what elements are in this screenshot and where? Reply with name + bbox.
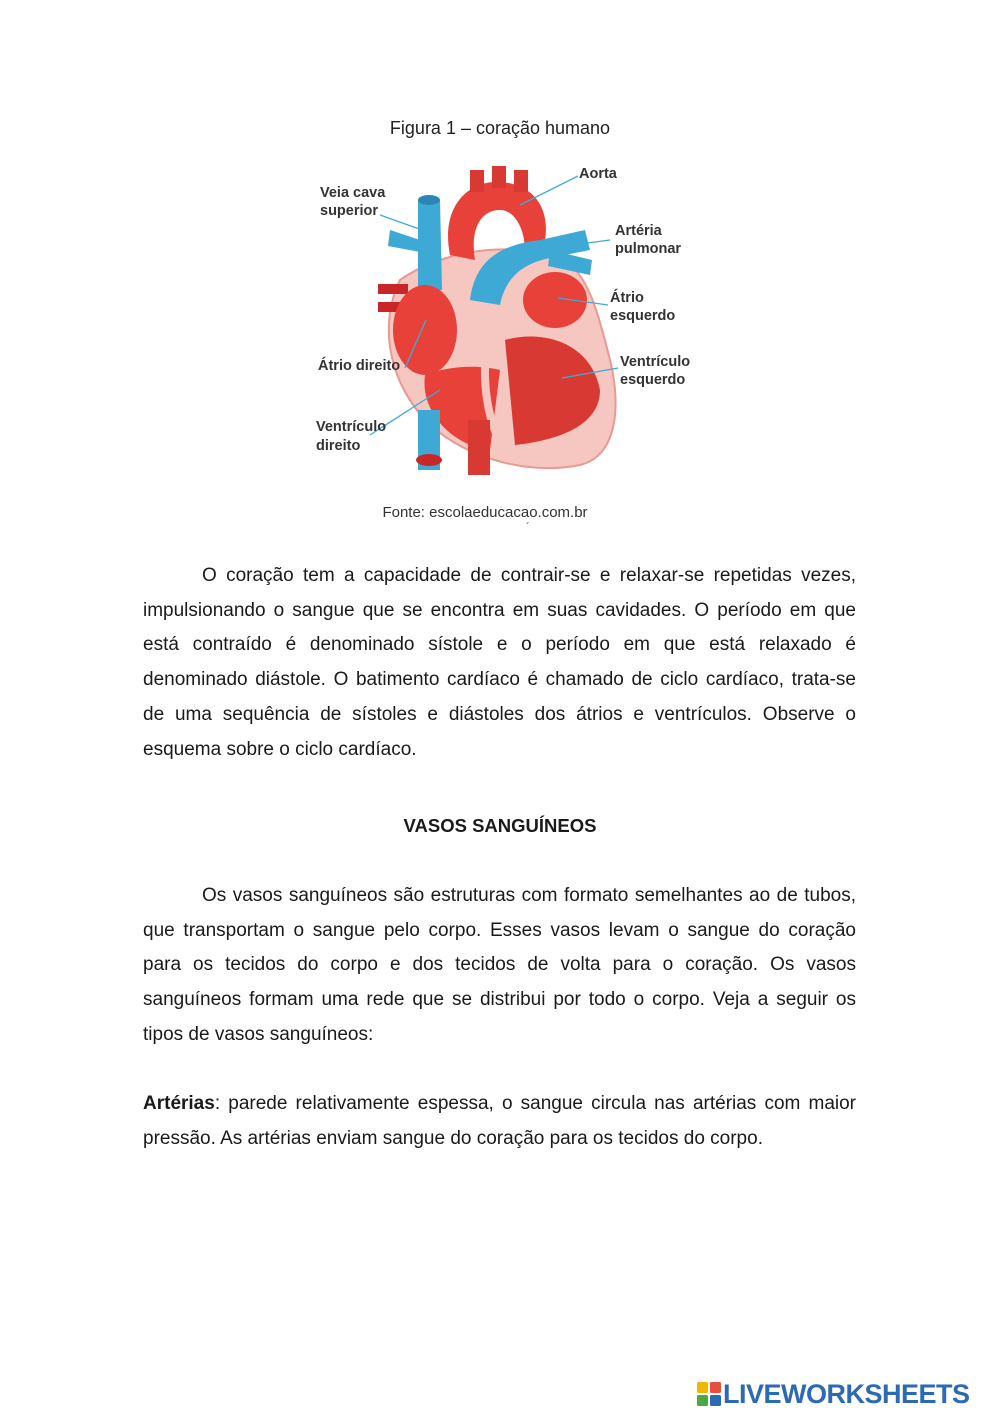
aorta-branch-2 [492,166,506,188]
left-atrium [523,272,587,328]
aorta-branch-3 [514,170,528,192]
term-arterias: Artérias [143,1093,215,1114]
brand-name: LIVEWORKSHEETS [723,1378,970,1409]
label-arteria-2: pulmonar [615,241,682,257]
vena-cava-branch [388,230,420,252]
arteries-description: : parede relativamente espessa, o sangue circula nas artérias com maior pressão. As artérias enviam sangue do coração para os tecidos do corpo. [143,1093,856,1149]
leader-vena-cava [380,215,422,230]
label-veia-cava-1: Veia cava [320,185,386,201]
heart-diagram [300,160,720,490]
stray-mark: ´ [526,520,530,534]
right-atrium [393,285,457,375]
label-atrio-esq-1: Átrio [610,290,644,306]
leader-aorta [520,176,578,205]
figure-source: Fonte: escolaeducacao.com.br [382,504,588,521]
paragraph-cardiac-cycle: O coração tem a capacidade de contrair-se e relaxar-se repetidas vezes, impulsionando o sangue que se encontra em suas cavidades. O período em que está contraído é denominado sístole e o período em que está relaxado é denominado diástole. O batimento cardíaco é chamado de ciclo cardíaco, trata-se de uma sequência de sístoles e diástoles dos átrios e ventrículos. Observe o esquema sobre o ciclo cardíaco. [143,565,856,760]
paragraph-arteries [143,1087,856,1156]
label-atrio-dir: Átrio direito [318,358,401,374]
label-vent-dir-1: Ventrículo [316,419,387,435]
aorta-branch-1 [470,170,484,192]
liveworksheets-logo-icon [697,1382,721,1406]
inferior-vena-cava-end [416,454,442,466]
figure-caption: Figura 1 – coração humano [389,118,611,138]
paragraph-blood-vessels: Os vasos sanguíneos são estruturas com formato semelhantes ao de tubos, que transportam o sangue pelo corpo. Esses vasos levam o sangue do coração para os tecidos do corpo e dos tecidos de volta para o coração. Os vasos sanguíneos formam uma rede que se distribui por todo o corpo. Veja a seguir os tipos de vasos sanguíneos: [143,885,856,1045]
heart-illustration [300,160,720,490]
label-veia-cava-2: superior [320,203,379,219]
label-atrio-esq-2: esquerdo [610,308,676,324]
liveworksheets-brand[interactable] [697,1377,970,1411]
section-heading: VASOS SANGUÍNEOS [403,815,597,836]
pulmonary-vein-1 [378,284,408,294]
label-vent-esq-1: Ventrículo [620,354,691,370]
descending-aorta [468,420,490,475]
vena-cava-opening [418,195,440,205]
label-vent-esq-2: esquerdo [620,372,686,388]
label-aorta: Aorta [579,166,617,182]
vena-cava-superior [418,200,442,290]
label-arteria-1: Artéria [615,223,662,239]
label-vent-dir-2: direito [316,438,361,454]
